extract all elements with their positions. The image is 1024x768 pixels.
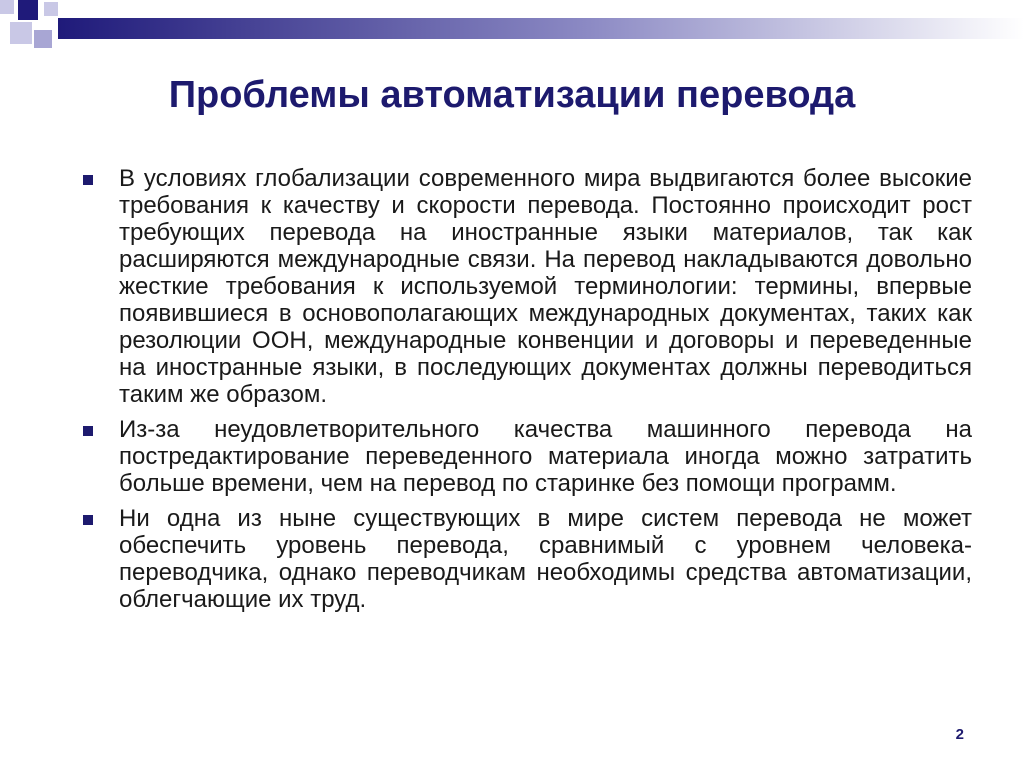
header-square-2: [18, 0, 38, 20]
header-square-5: [34, 30, 52, 48]
bullet-item: [78, 505, 972, 613]
header-gradient-bar: [58, 18, 1024, 39]
bullet-item: [78, 165, 972, 408]
bullet-list: [78, 165, 972, 621]
header-square-3: [44, 2, 58, 16]
bullet-text: В условиях глобализации современного мира выдвигаются более высокие требования к качеству и скорости перевода. Постоянно происходит рост требующих перевода на иностранные языки материалов, так как расширяются международные связи. На перевод накладываются довольно жесткие требования к используемой терминологии: термины, впервые появившиеся в основополагающих международных документах, таких как резолюции ООН, международные конвенции и договоры и переведенные на иностранные языки, в последующих документах должны переводиться таким же образом.: [119, 165, 972, 408]
bullet-item: [78, 416, 972, 497]
header-square-1: [0, 0, 14, 14]
header-square-4: [10, 22, 32, 44]
slide-title: Проблемы автоматизации перевода: [168, 74, 856, 116]
bullet-square-icon: [83, 515, 93, 525]
bullet-square-icon: [83, 175, 93, 185]
header-decoration: [0, 0, 1024, 50]
bullet-square-icon: [83, 426, 93, 436]
page-number: 2: [955, 726, 964, 743]
bullet-text: Ни одна из ныне существующих в мире систем перевода не может обеспечить уровень перевода, сравнимый с уровнем человека-переводчика, однако переводчикам необходимы средства автоматизации, облегчающие их труд.: [119, 505, 972, 613]
bullet-text: Из-за неудовлетворительного качества машинного перевода на постредактирование переведенного материала иногда можно затратить больше времени, чем на перевод по старинке без помощи программ.: [119, 416, 972, 497]
